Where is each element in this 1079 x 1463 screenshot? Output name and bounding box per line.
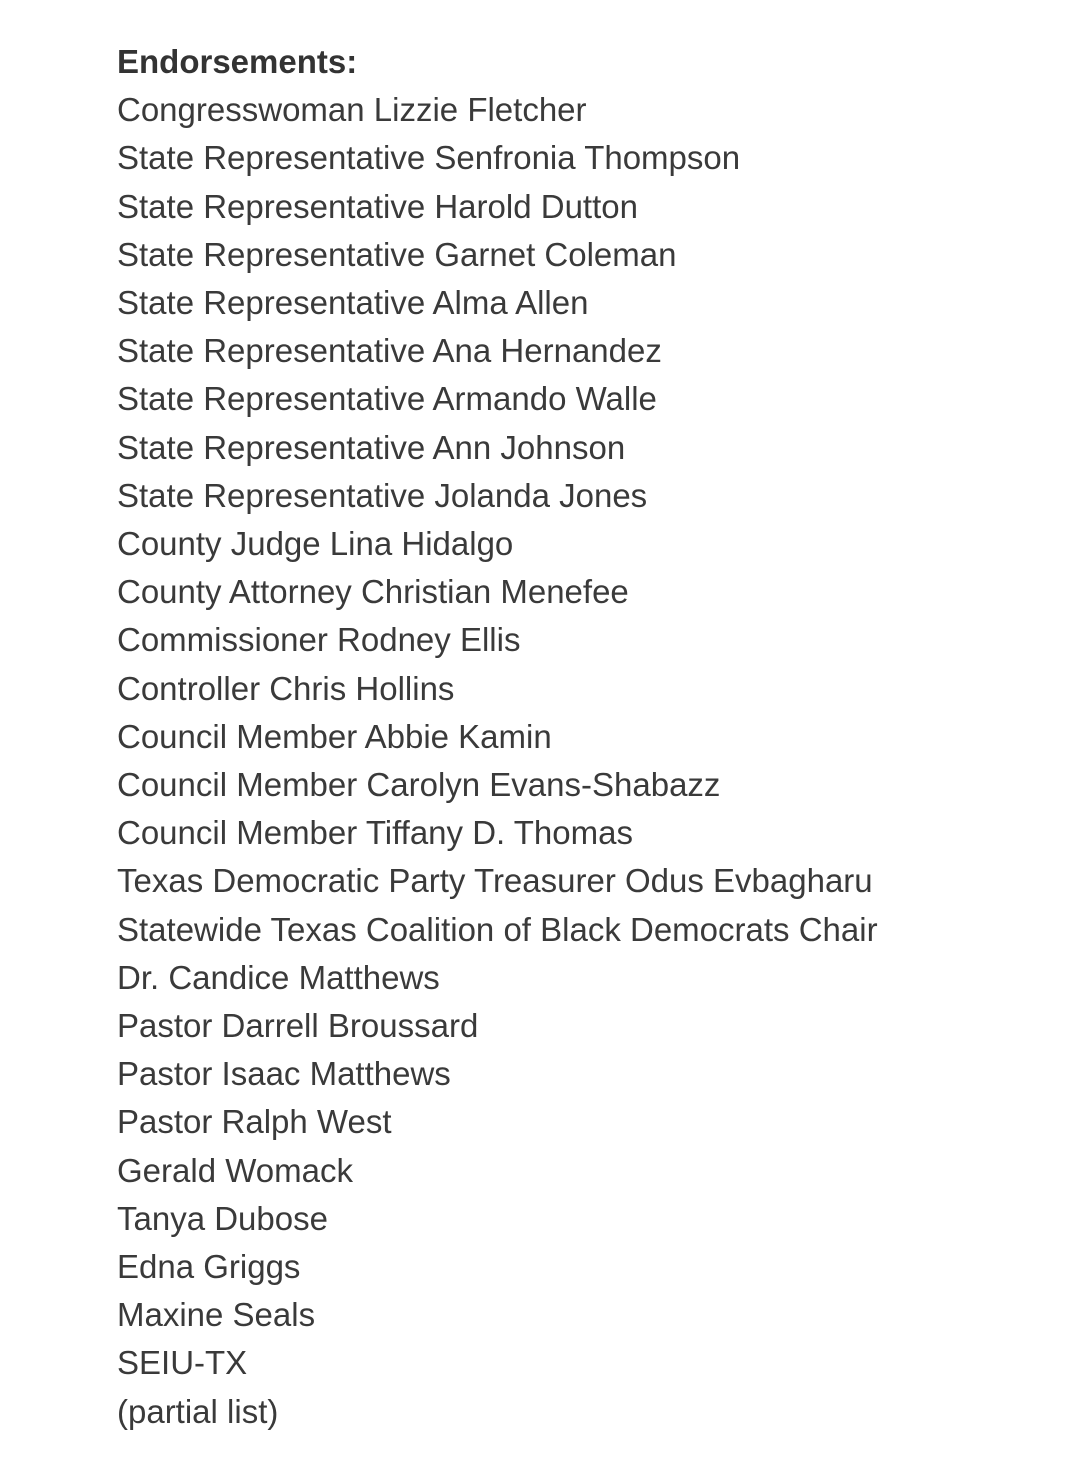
endorsements-list	[117, 86, 1057, 1436]
endorsements-document	[117, 38, 1057, 1436]
list-item: Maxine Seals	[117, 1296, 316, 1334]
list-item: State Representative Ann Johnson	[117, 428, 626, 466]
list-item: Council Member Tiffany D. Thomas	[117, 814, 633, 852]
list-item: State Representative Senfronia Thompson	[117, 139, 741, 177]
list-item: Texas Democratic Party Treasurer Odus Evbagharu	[117, 862, 873, 900]
list-item: State Representative Harold Dutton	[117, 187, 638, 225]
list-item: Pastor Ralph West	[117, 1103, 392, 1141]
list-item: State Representative Jolanda Jones	[117, 476, 648, 514]
list-item: State Representative Garnet Coleman	[117, 235, 677, 273]
list-item: Dr. Candice Matthews	[117, 958, 440, 996]
list-item: SEIU-TX	[117, 1344, 248, 1382]
list-item: Controller Chris Hollins	[117, 669, 455, 707]
list-item: State Representative Alma Allen	[117, 284, 589, 322]
list-item: Congresswoman Lizzie Fletcher	[117, 91, 587, 129]
list-item: Council Member Carolyn Evans-Shabazz	[117, 766, 721, 804]
endorsements-heading: Endorsements:	[117, 43, 358, 80]
list-item: Statewide Texas Coalition of Black Democrats Chair	[117, 910, 878, 948]
list-item: County Attorney Christian Menefee	[117, 573, 629, 611]
list-item: Pastor Darrell Broussard	[117, 1007, 479, 1045]
partial-list-note: (partial list)	[117, 1392, 279, 1430]
list-item: Commissioner Rodney Ellis	[117, 621, 521, 659]
list-item: County Judge Lina Hidalgo	[117, 525, 514, 563]
list-item: Gerald Womack	[117, 1151, 353, 1189]
list-item: Tanya Dubose	[117, 1199, 328, 1237]
list-item: Council Member Abbie Kamin	[117, 717, 552, 755]
list-item: Pastor Isaac Matthews	[117, 1055, 451, 1093]
list-item: State Representative Ana Hernandez	[117, 332, 662, 370]
list-item: Edna Griggs	[117, 1248, 301, 1286]
list-item: State Representative Armando Walle	[117, 380, 657, 418]
